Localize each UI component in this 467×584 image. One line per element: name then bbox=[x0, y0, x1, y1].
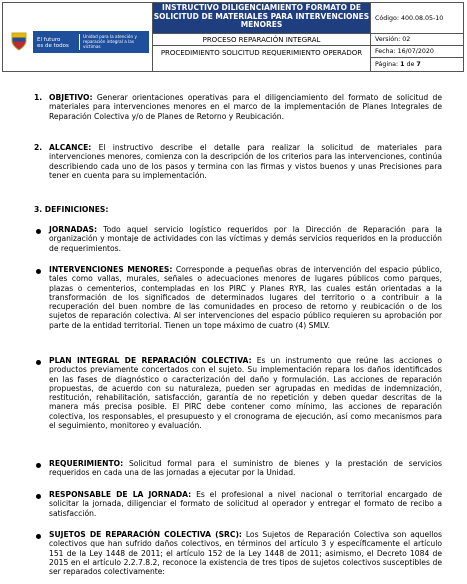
procedure-name: PROCEDIMIENTO SOLICITUD REQUERIMIENTO OPERADOR bbox=[160, 49, 363, 57]
definition-text: Es el profesional a nivel nacional o territorial encargado de solicitar la jornada, diligenciar el formato de solicitud al operador y entregar el formato de recibo a satisfacción. bbox=[49, 490, 442, 518]
page-indicator: Página: 1 de 7 bbox=[375, 61, 421, 68]
coat-of-arms-icon bbox=[11, 31, 27, 51]
definition-item bbox=[49, 356, 442, 430]
logo-area bbox=[3, 3, 153, 71]
definition-item bbox=[49, 459, 442, 478]
government-logo bbox=[33, 31, 149, 53]
logo-divider bbox=[79, 34, 80, 50]
definition-term: PLAN INTEGRAL DE REPARACIÓN COLECTIVA: bbox=[49, 356, 252, 365]
page-total: 7 bbox=[416, 61, 421, 68]
definition-text: Es un instrumento que reúne las acciones o productos previamente concertados con el sujeto. Su implementación repara los daños identificados en las fases de diagnóstico o caracterización del daño y formulación. Las acciones de reparación propuestas, de acuerdo con su naturaleza, pueden ser agrupadas en medidas de indemnización, restitución, rehabilitación, satisfacción, garantía de no repetición y deben quedar descritas de la manera más precisa posible. El PIRC debe contener como mínimo, las acciones de reparación colectiva, los responsables, el presupuesto y el cronograma de ejecución, así como mecanismos para el seguimiento, monitoreo y evaluación. bbox=[49, 356, 442, 431]
definition-item bbox=[49, 530, 442, 576]
section-2-number: 2. bbox=[34, 143, 43, 152]
header-meta bbox=[370, 3, 463, 71]
page-number: 1 bbox=[400, 61, 405, 68]
bullet-icon bbox=[36, 360, 41, 365]
document-date: Fecha: 16/07/2020 bbox=[371, 46, 463, 58]
bullet-icon bbox=[36, 269, 41, 274]
header-middle bbox=[153, 3, 370, 71]
section-1-text: Generar orientaciones operativas para el diligenciamiento del formato de solicitud de materiales para intervenciones menores en el marco de la implementación de Planes Integrales de Reparación Colectiva y/o de Planes de Retorno y Reubicación. bbox=[49, 93, 442, 121]
document-title: INSTRUCTIVO DILIGENCIAMIENTO FORMATO DE SOLICITUD DE MATERIALES PARA INTERVENCIONES MENORES bbox=[153, 3, 370, 34]
definition-text: Corresponde a pequeñas obras de intervención del espacio público, tales como vallas, murales, señales o adecuaciones menores de lugares públicos como parques, plazas o cementerios, contempladas en los PIRC y Planes RYR, las cuales están orientadas a la transformación de los significados de determinados lugares del territorio o a contribuir a la recuperación del buen nombre de las comunidades en proceso de retorno y reubicación o de los sujetos de reparación colectiva. Al ser intervenciones del espacio público requieren su aprobación por parte de la entidad territorial. Tienen un tope máximo de cuatro (4) SMLV. bbox=[49, 265, 443, 330]
logo-line-1: El futuro bbox=[37, 37, 61, 43]
process-name: PROCESO REPARACIÓN INTEGRAL bbox=[153, 34, 370, 46]
bullet-icon bbox=[36, 534, 41, 539]
definition-term: RESPONSABLE DE LA JORNADA: bbox=[49, 490, 192, 499]
section-scope bbox=[49, 143, 442, 180]
section-1-label: OBJETIVO: bbox=[49, 93, 93, 102]
bullet-icon bbox=[36, 229, 41, 234]
definition-item bbox=[49, 265, 442, 330]
bullet-icon bbox=[36, 494, 41, 499]
bullet-icon bbox=[36, 463, 41, 468]
definition-item bbox=[49, 225, 442, 253]
document-header bbox=[2, 2, 464, 72]
definition-term: SUJETOS DE REPARACIÓN COLECTIVA (SRC): bbox=[49, 530, 242, 539]
section-2-text: El instructivo describe el detalle para realizar la solicitud de materiales para intervenciones menores, comienza con la descripción de los criterios para las intervenciones, continúa describiendo cada uno de los pasos y termina con las firmas y vistos buenos y unas Precisiones para tener en cuenta para su implementación. bbox=[49, 143, 442, 180]
definition-text: Todo aquel servicio logístico requeridos por la Dirección de Reparación para la organización y montaje de actividades con las víctimas y demás servicios requeridos en la producción de requerimientos. bbox=[49, 225, 442, 253]
document-version: Versión: 02 bbox=[371, 34, 463, 46]
definition-item bbox=[49, 490, 442, 518]
logo-line-2: es de todos bbox=[37, 43, 69, 49]
logo-unit-name: Unidad para la atención y reparación integral a las víctimas bbox=[83, 34, 137, 49]
document-code: Código: 400.08.05-10 bbox=[371, 3, 463, 34]
section-objective bbox=[49, 93, 442, 121]
definition-term: REQUERIMIENTO: bbox=[49, 459, 124, 468]
section-3-heading: 3. DEFINICIONES: bbox=[34, 205, 109, 214]
definition-text: Solicitud formal para el suministro de bienes y la prestación de servicios requeridos en cada una de las jornadas a ejecutar por la Unidad. bbox=[49, 459, 442, 478]
section-2-label: ALCANCE: bbox=[49, 143, 92, 152]
definition-term: INTERVENCIONES MENORES: bbox=[49, 265, 173, 274]
definition-text: Los Sujetos de Reparación Colectiva son aquellos colectivos que han sufrido daños colectivos, en términos del artículo 3 y específicamente el artículo 151 de la Ley 1448 de 2011; el artículo 152 de la Ley 1448 de 2011; asimismo, el Decreto 1084 de 2015 en el artículo 2.2.7.8.2, reconoce la existencia de tres tipos de sujetos colectivos susceptibles de ser reparados colectivamente: bbox=[49, 530, 442, 577]
definition-term: JORNADAS: bbox=[49, 225, 98, 234]
section-1-number: 1. bbox=[34, 93, 43, 102]
